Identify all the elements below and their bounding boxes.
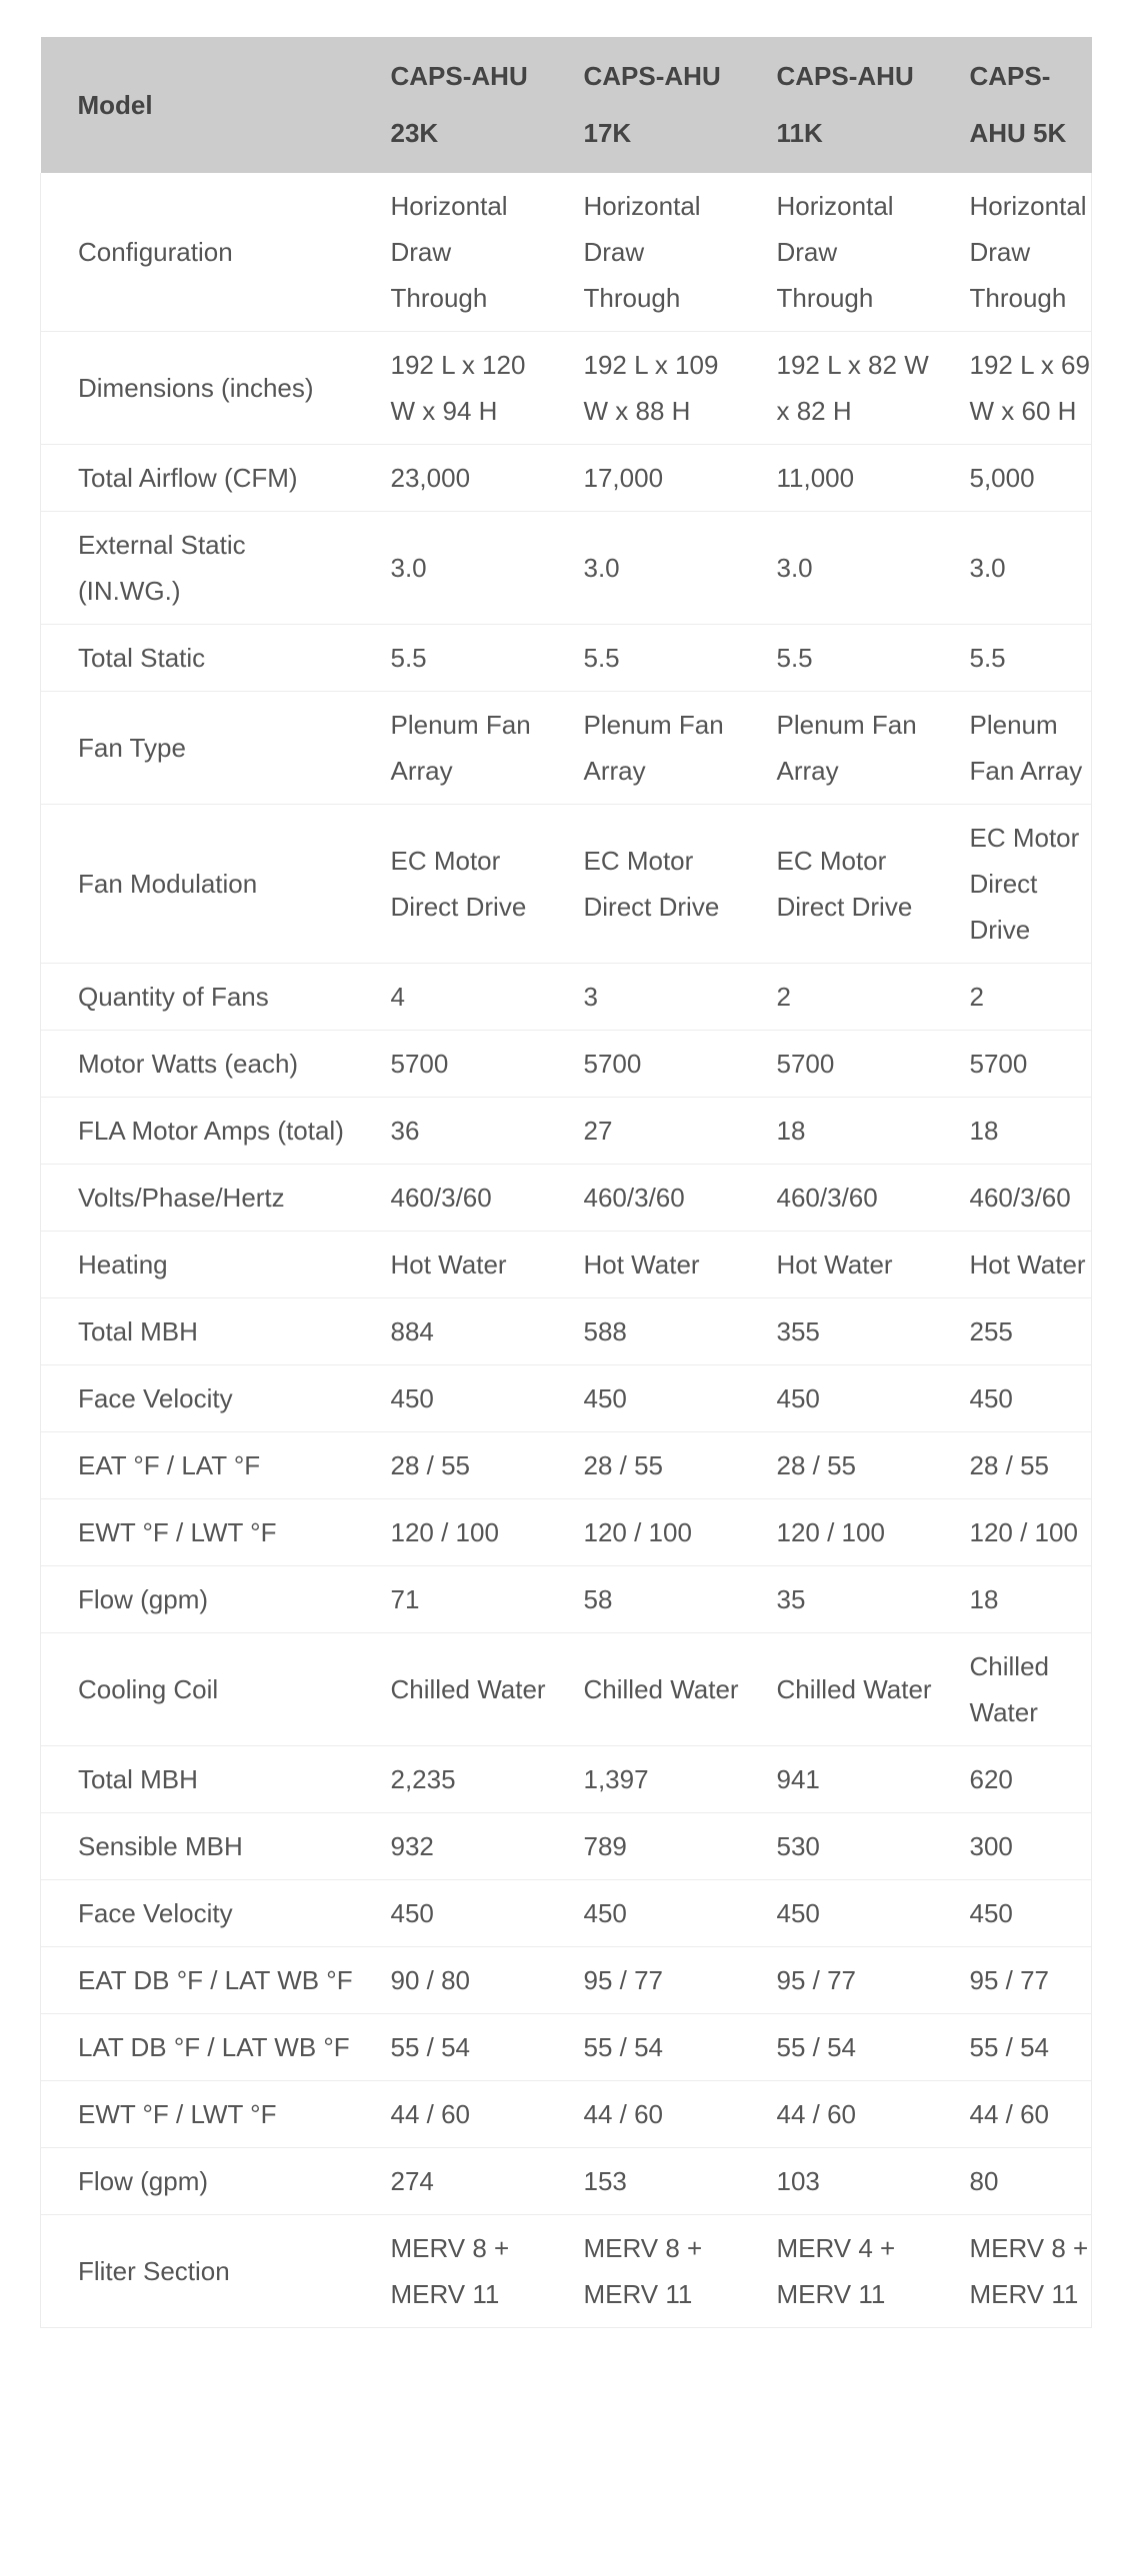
row-label: Fliter Section	[41, 2215, 354, 2328]
table-cell: MERV 8 + MERV 11	[354, 2215, 547, 2328]
table-cell: 588	[547, 1298, 740, 1365]
row-label: Cooling Coil	[41, 1633, 354, 1746]
table-cell: 5.5	[547, 625, 740, 692]
table-cell: 450	[354, 1365, 547, 1432]
table-cell: 58	[547, 1566, 740, 1633]
row-label: Flow (gpm)	[41, 1566, 354, 1633]
table-cell: Horizontal Draw Through	[583, 191, 701, 313]
table-cell: EC Motor Direct Drive	[933, 805, 1092, 964]
table-cell: 620	[933, 1746, 1092, 1813]
table-cell: 55 / 54	[740, 2014, 933, 2081]
table-cell: 4	[354, 964, 547, 1031]
table-cell: 18	[740, 1098, 933, 1165]
table-cell: 95 / 77	[933, 1947, 1092, 2014]
row-label: EAT °F / LAT °F	[41, 1432, 354, 1499]
header-model: Model	[41, 37, 354, 173]
table-row	[41, 1633, 1092, 1746]
row-label: EWT °F / LWT °F	[41, 2081, 354, 2148]
table-cell: EC Motor Direct Drive	[740, 805, 933, 964]
row-label: Motor Watts (each)	[41, 1031, 354, 1098]
table-row	[41, 1298, 1092, 1365]
table-cell: 192 L x 69 W x 60 H	[933, 332, 1092, 445]
table-cell: 35	[740, 1566, 933, 1633]
table-cell: 530	[740, 1813, 933, 1880]
row-label: External Static (IN.WG.)	[41, 512, 354, 625]
table-cell: Plenum Fan Array	[354, 692, 547, 805]
header-caps-ahu-11k: CAPS-AHU 11K	[740, 37, 933, 173]
table-cell: 300	[933, 1813, 1092, 1880]
table-row	[41, 1098, 1092, 1165]
table-cell: 5,000	[933, 445, 1092, 512]
row-label: Total MBH	[41, 1746, 354, 1813]
table-cell: 55 / 54	[547, 2014, 740, 2081]
row-label: Configuration	[78, 237, 233, 267]
table-body	[41, 173, 1092, 2328]
table-row	[41, 2215, 1092, 2328]
table-cell: 71	[354, 1566, 547, 1633]
table-cell: 450	[740, 1365, 933, 1432]
row-label: Total Airflow (CFM)	[41, 445, 354, 512]
table-cell: 355	[740, 1298, 933, 1365]
table-cell: 5700	[740, 1031, 933, 1098]
table-row	[41, 1165, 1092, 1232]
table-cell: 450	[354, 1880, 547, 1947]
table-cell: 28 / 55	[547, 1432, 740, 1499]
table-cell: 5700	[354, 1031, 547, 1098]
table-cell: 884	[354, 1298, 547, 1365]
table-cell: 192 L x 109 W x 88 H	[547, 332, 740, 445]
header-row	[41, 37, 1092, 173]
table-row	[41, 1432, 1092, 1499]
table-cell: 789	[547, 1813, 740, 1880]
table-cell: 460/3/60	[933, 1165, 1092, 1232]
table-cell: 28 / 55	[740, 1432, 933, 1499]
row-label: Fan Type	[41, 692, 354, 805]
table-cell: EC Motor Direct Drive	[547, 805, 740, 964]
table-cell: 255	[933, 1298, 1092, 1365]
table-cell: 44 / 60	[933, 2081, 1092, 2148]
table-row	[41, 1746, 1092, 1813]
table-cell: 450	[740, 1880, 933, 1947]
table-row	[41, 1566, 1092, 1633]
table-cell: 5.5	[740, 625, 933, 692]
table-cell: MERV 8 + MERV 11	[933, 2215, 1092, 2328]
table-row	[41, 1880, 1092, 1947]
table-cell: Chilled Water	[547, 1633, 740, 1746]
row-label: LAT DB °F / LAT WB °F	[41, 2014, 354, 2081]
table-cell: 120 / 100	[354, 1499, 547, 1566]
table-cell: 941	[740, 1746, 933, 1813]
table-cell: 44 / 60	[354, 2081, 547, 2148]
table-cell: 11,000	[740, 445, 933, 512]
table-cell: 2	[933, 964, 1092, 1031]
table-cell: Hot Water	[740, 1232, 933, 1298]
row-label: Flow (gpm)	[41, 2148, 354, 2215]
table-cell: 1,397	[547, 1746, 740, 1813]
table-cell: Plenum Fan Array	[740, 692, 933, 805]
table-row	[41, 445, 1092, 512]
row-label: FLA Motor Amps (total)	[41, 1098, 354, 1165]
table-row	[41, 512, 1092, 625]
table-row	[41, 332, 1092, 445]
table-cell: 450	[547, 1880, 740, 1947]
row-label: Face Velocity	[41, 1880, 354, 1947]
table-cell: 80	[933, 2148, 1092, 2215]
table-cell: 5700	[547, 1031, 740, 1098]
table-row	[41, 2081, 1092, 2148]
table-cell: 27	[547, 1098, 740, 1165]
table-cell: 2,235	[354, 1746, 547, 1813]
table-cell: Horizontal Draw Through	[969, 191, 1087, 313]
row-label: Fan Modulation	[41, 805, 354, 964]
table-cell: 192 L x 120 W x 94 H	[354, 332, 547, 445]
table-cell: 460/3/60	[740, 1165, 933, 1232]
table-cell: 103	[740, 2148, 933, 2215]
table-cell: 2	[740, 964, 933, 1031]
table-cell: Hot Water	[547, 1232, 740, 1298]
table-cell: Horizontal Draw Through	[390, 191, 508, 313]
table-cell: 450	[933, 1365, 1092, 1432]
table-cell: 460/3/60	[547, 1165, 740, 1232]
table-cell: Horizontal Draw Through	[776, 191, 894, 313]
table-cell: 95 / 77	[547, 1947, 740, 2014]
row-label: Sensible MBH	[41, 1813, 354, 1880]
table-row	[41, 2148, 1092, 2215]
table-cell: 460/3/60	[354, 1165, 547, 1232]
table-cell: 36	[354, 1098, 547, 1165]
table-cell: 192 L x 82 W x 82 H	[740, 332, 933, 445]
table-cell: Hot Water	[933, 1232, 1092, 1298]
table-cell: 28 / 55	[354, 1432, 547, 1499]
header-caps-ahu-5k: CAPS-AHU 5K	[933, 37, 1092, 173]
table-cell: Chilled Water	[740, 1633, 933, 1746]
table-row	[41, 1031, 1092, 1098]
header-caps-ahu-17k: CAPS-AHU 17K	[547, 37, 740, 173]
table-cell: 120 / 100	[933, 1499, 1092, 1566]
table-row	[41, 964, 1092, 1031]
table-cell: 274	[354, 2148, 547, 2215]
table-row	[41, 173, 1092, 332]
row-label: Total Static	[41, 625, 354, 692]
header-caps-ahu-23k: CAPS-AHU 23K	[354, 37, 547, 173]
table-cell: 120 / 100	[740, 1499, 933, 1566]
table-row	[41, 1365, 1092, 1432]
row-label: Quantity of Fans	[41, 964, 354, 1031]
table-row	[41, 1813, 1092, 1880]
table-cell: 5.5	[933, 625, 1092, 692]
row-label: Heating	[41, 1232, 354, 1298]
table-cell: 450	[933, 1880, 1092, 1947]
table-cell: 3.0	[354, 512, 547, 625]
table-cell: Plenum Fan Array	[933, 692, 1092, 805]
table-cell: 3	[547, 964, 740, 1031]
table-cell: MERV 8 + MERV 11	[547, 2215, 740, 2328]
table-cell: 23,000	[354, 445, 547, 512]
table-cell: 55 / 54	[933, 2014, 1092, 2081]
table-row	[41, 805, 1092, 964]
table-cell: 55 / 54	[354, 2014, 547, 2081]
table-cell: 90 / 80	[354, 1947, 547, 2014]
table-cell: 153	[547, 2148, 740, 2215]
table-cell: 3.0	[933, 512, 1092, 625]
table-cell: 3.0	[740, 512, 933, 625]
table-cell: 5700	[933, 1031, 1092, 1098]
table-cell: Plenum Fan Array	[547, 692, 740, 805]
table-cell: 18	[933, 1566, 1092, 1633]
table-row	[41, 692, 1092, 805]
table-cell: 17,000	[547, 445, 740, 512]
row-label: Dimensions (inches)	[41, 332, 354, 445]
table-row	[41, 1499, 1092, 1566]
table-header	[41, 37, 1092, 173]
table-row	[41, 1947, 1092, 2014]
table-cell: 932	[354, 1813, 547, 1880]
table-cell: Chilled Water	[933, 1633, 1092, 1746]
table-cell: MERV 4 + MERV 11	[740, 2215, 933, 2328]
table-cell: 3.0	[547, 512, 740, 625]
table-cell: 95 / 77	[740, 1947, 933, 2014]
table-row	[41, 625, 1092, 692]
table-cell: Hot Water	[354, 1232, 547, 1298]
row-label: Volts/Phase/Hertz	[41, 1165, 354, 1232]
row-label: Face Velocity	[41, 1365, 354, 1432]
table-cell: 28 / 55	[933, 1432, 1092, 1499]
spec-table-container	[40, 37, 1091, 2328]
table-cell: EC Motor Direct Drive	[354, 805, 547, 964]
row-label: EAT DB °F / LAT WB °F	[41, 1947, 354, 2014]
table-cell: 120 / 100	[547, 1499, 740, 1566]
row-label: EWT °F / LWT °F	[41, 1499, 354, 1566]
table-row	[41, 1232, 1092, 1298]
table-cell: 44 / 60	[740, 2081, 933, 2148]
table-cell: 44 / 60	[547, 2081, 740, 2148]
table-cell: 450	[547, 1365, 740, 1432]
table-row	[41, 2014, 1092, 2081]
table-cell: 18	[933, 1098, 1092, 1165]
spec-table	[40, 37, 1092, 2328]
row-label: Total MBH	[41, 1298, 354, 1365]
table-cell: 5.5	[354, 625, 547, 692]
table-cell: Chilled Water	[354, 1633, 547, 1746]
